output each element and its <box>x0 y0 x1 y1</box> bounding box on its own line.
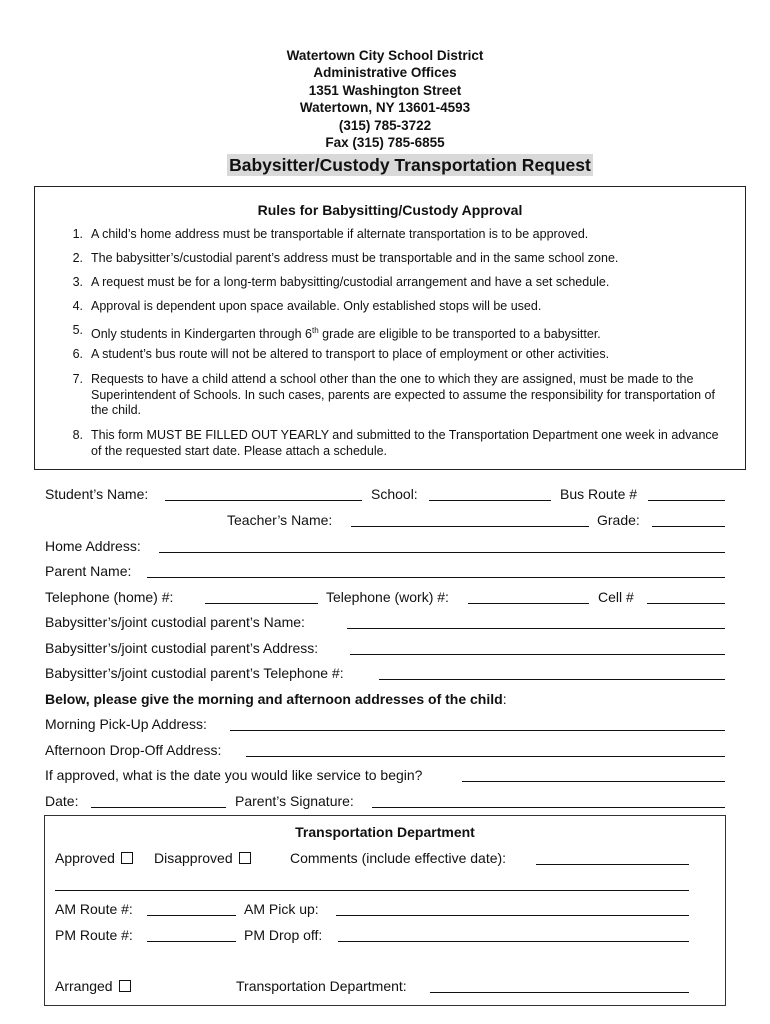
babysitter-phone-field[interactable] <box>379 679 725 680</box>
student-name-field[interactable] <box>165 500 362 501</box>
transport-dept-field[interactable] <box>430 992 689 993</box>
form-title: Babysitter/Custody Transportation Request <box>227 154 593 176</box>
rule-item: 7. Requests to have a child attend a school other than the one to which they are assigned, must be made to the Superintendent of Schools. In such cases, parents are expected to assume the responsibility for transportation of the child. <box>72 372 715 417</box>
babysitter-name-field[interactable] <box>347 628 725 629</box>
pm-dropoff-field[interactable] <box>338 941 689 942</box>
district-name: Watertown City School District <box>286 48 484 63</box>
parent-name-field[interactable] <box>147 577 725 578</box>
fax-number: Fax (315) 785-6855 <box>325 135 445 150</box>
cell-label: Cell # <box>598 589 634 605</box>
telephone-work-field[interactable] <box>468 603 589 604</box>
disapproved-option: Disapproved <box>154 849 251 867</box>
rule-item: 2. The babysitter’s/custodial parent’s address must be transportable and in the same school zone. <box>72 251 619 265</box>
rule-item: 6. A student’s bus route will not be altered to transport to place of employment or other activities. <box>72 347 610 361</box>
rule-item: 8. This form MUST BE FILLED OUT YEARLY and submitted to the Transportation Department one week in advance of the requested start date. Please attach a schedule. <box>72 428 719 458</box>
afternoon-address-field[interactable] <box>246 756 725 757</box>
rule-item: 3. A request must be for a long-term babysitting/custodial arrangement and have a set schedule. <box>72 275 610 289</box>
telephone-work-label: Telephone (work) #: <box>326 589 449 605</box>
bus-route-label: Bus Route # <box>560 486 638 502</box>
teacher-name-field[interactable] <box>351 526 589 527</box>
comments-field[interactable] <box>536 864 689 865</box>
date-field[interactable] <box>91 807 226 808</box>
addresses-heading: Below, please give the morning and afternoon addresses of the child: <box>45 691 507 707</box>
transport-dept-label: Transportation Department: <box>236 978 407 994</box>
date-label: Date: <box>45 793 79 809</box>
offices-name: Administrative Offices <box>313 65 457 80</box>
phone-number: (315) 785-3722 <box>338 118 432 133</box>
rule-item: 1. A child’s home address must be transportable if alternate transportation is to be approved. <box>72 227 589 241</box>
babysitter-address-field[interactable] <box>350 654 725 655</box>
signature-label: Parent’s Signature: <box>235 793 354 809</box>
disapproved-checkbox[interactable] <box>239 852 251 864</box>
comments-field-line2[interactable] <box>55 890 689 891</box>
cell-field[interactable] <box>647 603 725 604</box>
street-address: 1351 Washington Street <box>308 83 462 98</box>
home-address-field[interactable] <box>159 552 725 553</box>
approved-option: Approved <box>55 849 133 867</box>
grade-field[interactable] <box>652 526 725 527</box>
rule-item: 4. Approval is dependent upon space available. Only established stops will be used. <box>72 299 542 313</box>
am-pickup-field[interactable] <box>336 915 689 916</box>
signature-field[interactable] <box>372 807 725 808</box>
telephone-home-field[interactable] <box>205 603 318 604</box>
home-address-label: Home Address: <box>45 538 141 554</box>
afternoon-address-label: Afternoon Drop-Off Address: <box>45 742 222 758</box>
student-name-label: Student’s Name: <box>45 486 149 502</box>
approved-checkbox[interactable] <box>121 852 133 864</box>
rules-title: Rules for Babysitting/Custody Approval <box>257 202 523 218</box>
babysitter-name-label: Babysitter’s/joint custodial parent’s Name: <box>45 614 305 630</box>
start-date-field[interactable] <box>462 781 725 782</box>
am-route-label: AM Route #: <box>55 901 133 917</box>
rule-item: 5. Only students in Kindergarten through 6th grade are eligible to be transported to a babysitter. <box>72 323 601 342</box>
pm-dropoff-label: PM Drop off: <box>244 927 323 943</box>
transport-title: Transportation Department <box>295 824 475 840</box>
grade-label: Grade: <box>597 512 640 528</box>
arranged-checkbox[interactable] <box>119 980 131 992</box>
transportation-box <box>44 815 726 1006</box>
morning-address-field[interactable] <box>230 730 725 731</box>
school-field[interactable] <box>429 500 551 501</box>
comments-label: Comments (include effective date): <box>290 850 507 866</box>
pm-route-field[interactable] <box>147 941 236 942</box>
parent-name-label: Parent Name: <box>45 563 132 579</box>
rules-box <box>34 186 746 470</box>
babysitter-phone-label: Babysitter’s/joint custodial parent’s Telephone #: <box>45 665 344 681</box>
arranged-option: Arranged <box>55 977 131 995</box>
start-date-question: If approved, what is the date you would like service to begin? <box>45 767 423 783</box>
morning-address-label: Morning Pick-Up Address: <box>45 716 207 732</box>
am-pickup-label: AM Pick up: <box>244 901 319 917</box>
teacher-name-label: Teacher’s Name: <box>227 512 333 528</box>
city-address: Watertown, NY 13601-4593 <box>299 100 471 115</box>
school-label: School: <box>371 486 418 502</box>
bus-route-field[interactable] <box>648 500 725 501</box>
pm-route-label: PM Route #: <box>55 927 133 943</box>
telephone-home-label: Telephone (home) #: <box>45 589 174 605</box>
am-route-field[interactable] <box>147 915 236 916</box>
babysitter-address-label: Babysitter’s/joint custodial parent’s Address: <box>45 640 319 656</box>
